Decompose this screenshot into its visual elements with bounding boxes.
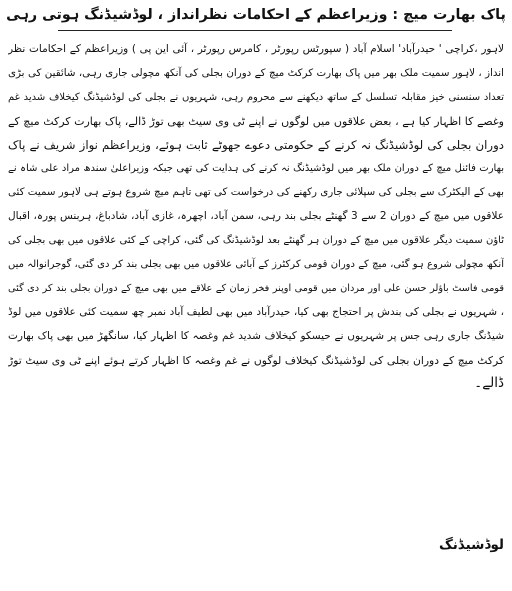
topic-tag: لوڈشیڈنگ: [438, 537, 504, 553]
article-line: آنکھ مچولی شروع ہو گئی، میچ کے دوران قومی کرکٹرز کے آبائی علاقوں میں بھی بجلی بند کر دی گئی، گوجرانوالہ میں: [8, 259, 504, 271]
article-line: دوران بجلی کی لوڈشیڈنگ نہ کرنے کے حکومتی دعوے جھوٹے ثابت ہوئے، وزیراعظم نواز شریف نے پاک: [8, 137, 504, 152]
headline: پاک بھارت میچ : وزیراعظم کے احکامات نظرانداز ، لوڈشیڈنگ ہوتی رہی: [6, 7, 506, 23]
article-line: قومی فاسٹ باؤلر حسن علی اور مردان میں قومی اوپنر فخر زمان کے علاقے میں بھی میچ کے دوران بجلی بند کر دی گئی: [8, 282, 504, 294]
article-line: انداز ، لاہور سمیت ملک بھر میں پاک بھارت کرکٹ میچ کے دوران بجلی کی آنکھ مچولی جاری رہی، شائقین کی بڑی: [8, 66, 504, 79]
article-line: ٹاؤن سمیت دیگر علاقوں میں میچ کے دوران ہر گھنٹے بعد لوڈشیڈنگ کی گئی، کراچی کے کئی علاقوں میں بھی بجلی کی: [8, 235, 504, 247]
article-line: ڈالے۔: [474, 375, 504, 392]
article-line: وغصے کا اظہار کیا ہے ، بعض علاقوں میں لوگوں نے اپنے ٹی وی سیٹ بھی توڑ ڈالے، پاک بھارت کرکٹ میچ کے: [8, 114, 504, 128]
article-line: بھارت فائنل میچ کے دوران ملک بھر میں لوڈشیڈنگ نہ کرنے کی ہدایت کی تھی جبکہ وزیراعلیٰ سندھ مراد علی شاہ نے: [8, 163, 504, 175]
article-line: ، شہریوں نے بجلی کی بندش پر احتجاج بھی کیا، حیدرآباد میں بھی لطیف آباد نمبر چھ سمیت کئی علاقوں میں لوڈ: [8, 305, 504, 318]
article-line: کرکٹ میچ کے دوران بجلی کی لوڈشیڈنگ کیخلاف لوگوں نے غم وغصہ کا اظہار کرتے ہوئے اپنے ٹی وی سیٹ توڑ: [8, 353, 504, 367]
article-line: بھی کے الیکٹرک سے بجلی کی سپلائی جاری رکھنے کی درخواست کی تھی تاہم میچ شروع ہوتے ہی لاہور سمیت کئی: [8, 186, 504, 199]
article-body: [8, 38, 504, 396]
headline-underline: [58, 30, 452, 31]
article-line: شیڈنگ جاری رہی جس پر شہریوں نے حیسکو کیخلاف شدید غم وغصہ کا اظہار کیا، سانگھڑ میں بھی پاک بھارت: [8, 329, 504, 342]
article-line: تعداد سنسنی خیز مقابلہ تسلسل کے ساتھ دیکھنے سے محروم رہی، شہریوں نے بجلی کی لوڈشیڈنگ کیخلاف شدید غم: [8, 91, 504, 103]
article-line: علاقوں میں میچ کے دوران 2 سے 3 گھنٹے بجلی بند رہی، سمن آباد، اچھرہ، غازی آباد، شادباغ، ہربنس پورہ، اقبال: [8, 210, 504, 223]
article-line: لاہور ،کراچی ' حیدرآباد' اسلام آباد ( سپورٹس رپورٹر ، کامرس رپورٹر ، آئی این پی ) وزیراعظم کے احکامات نظر: [8, 43, 504, 55]
